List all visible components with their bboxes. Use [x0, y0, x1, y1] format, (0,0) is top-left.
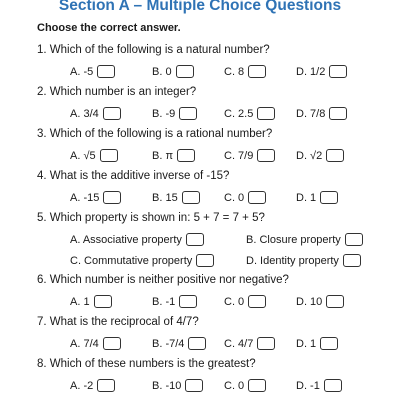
answer-checkbox[interactable]: [324, 379, 342, 392]
answer-checkbox[interactable]: [345, 233, 363, 246]
answer-checkbox[interactable]: [97, 65, 115, 78]
answer-checkbox[interactable]: [177, 149, 195, 162]
answer-checkbox[interactable]: [188, 337, 206, 350]
question-6-option-d: [296, 295, 344, 308]
question-1-option-d: [296, 65, 347, 78]
answer-checkbox[interactable]: [100, 149, 118, 162]
answer-checkbox[interactable]: [257, 149, 275, 162]
option-label: B. -7/4: [152, 337, 185, 350]
option-label: A. 1: [70, 295, 90, 308]
option-label: A. 3/4: [70, 107, 99, 120]
answer-checkbox[interactable]: [94, 295, 112, 308]
option-label: D. √2: [296, 149, 323, 162]
answer-checkbox[interactable]: [97, 379, 115, 392]
question-3-option-d: [296, 149, 344, 162]
question-1-option-b: [152, 65, 194, 78]
option-label: C. 0: [224, 295, 245, 308]
option-label: D. 10: [296, 295, 323, 308]
question-4-option-a: [70, 191, 121, 204]
answer-checkbox[interactable]: [329, 107, 347, 120]
question-7-option-a: [70, 337, 121, 350]
question-4-option-c: [224, 191, 266, 204]
question-7-option-d: [296, 337, 338, 350]
answer-checkbox[interactable]: [326, 295, 344, 308]
option-label: C. 0: [224, 379, 245, 392]
question-5-text: 5. Which property is shown in: 5 + 7 = 7 + 5?: [37, 212, 265, 224]
option-label: B. -10: [152, 379, 182, 392]
answer-checkbox[interactable]: [320, 337, 338, 350]
question-7-text: 7. What is the reciprocal of 4/7?: [37, 316, 199, 328]
question-6-option-b: [152, 295, 197, 308]
option-label: C. 7/9: [224, 149, 254, 162]
question-7-option-b: [152, 337, 206, 350]
option-label: A. -5: [70, 65, 94, 78]
question-3-option-a: [70, 149, 118, 162]
question-3-option-c: [224, 149, 275, 162]
option-label: C. 2.5: [224, 107, 254, 120]
answer-checkbox[interactable]: [257, 337, 275, 350]
answer-checkbox[interactable]: [196, 254, 214, 267]
question-2-option-d: [296, 107, 347, 120]
answer-checkbox[interactable]: [329, 65, 347, 78]
question-1-option-a: [70, 65, 115, 78]
option-label: A. Associative property: [70, 233, 182, 246]
option-label: B. -1: [152, 295, 176, 308]
option-label: D. Identity property: [246, 254, 339, 267]
question-5-option-c: [70, 254, 214, 267]
option-label: B. Closure property: [246, 233, 341, 246]
answer-checkbox[interactable]: [103, 107, 121, 120]
option-label: C. 4/7: [224, 337, 254, 350]
answer-checkbox[interactable]: [248, 379, 266, 392]
question-4-text: 4. What is the additive inverse of -15?: [37, 170, 230, 182]
question-2-option-b: [152, 107, 197, 120]
question-2-text: 2. Which number is an integer?: [37, 86, 197, 98]
option-label: A. √5: [70, 149, 96, 162]
answer-checkbox[interactable]: [320, 191, 338, 204]
answer-checkbox[interactable]: [343, 254, 361, 267]
question-8-text: 8. Which of these numbers is the greatest?: [37, 358, 256, 370]
question-6-text: 6. Which number is neither positive nor negative?: [37, 274, 289, 286]
option-label: A. -2: [70, 379, 94, 392]
option-label: D. 1: [296, 191, 317, 204]
option-label: A. -15: [70, 191, 100, 204]
answer-checkbox[interactable]: [257, 107, 275, 120]
question-8-option-b: [152, 379, 203, 392]
option-label: A. 7/4: [70, 337, 99, 350]
question-2-option-a: [70, 107, 121, 120]
question-2-option-c: [224, 107, 275, 120]
question-8-option-d: [296, 379, 342, 392]
question-3-option-b: [152, 149, 195, 162]
option-label: B. -9: [152, 107, 176, 120]
question-1-option-c: [224, 65, 266, 78]
question-5-option-a: [70, 233, 204, 246]
question-6-option-c: [224, 295, 266, 308]
option-label: C. 8: [224, 65, 245, 78]
answer-checkbox[interactable]: [186, 233, 204, 246]
option-label: C. Commutative property: [70, 254, 193, 267]
answer-checkbox[interactable]: [176, 65, 194, 78]
answer-checkbox[interactable]: [248, 295, 266, 308]
question-4-option-d: [296, 191, 338, 204]
question-3-text: 3. Which of the following is a rational number?: [37, 128, 273, 140]
instructions: Choose the correct answer.: [37, 22, 181, 34]
question-8-option-c: [224, 379, 266, 392]
question-7-option-c: [224, 337, 275, 350]
answer-checkbox[interactable]: [185, 379, 203, 392]
option-label: D. -1: [296, 379, 320, 392]
option-label: C. 0: [224, 191, 245, 204]
option-label: B. 0: [152, 65, 172, 78]
answer-checkbox[interactable]: [248, 65, 266, 78]
answer-checkbox[interactable]: [179, 295, 197, 308]
section-title: Section A – Multiple Choice Questions: [58, 0, 342, 14]
answer-checkbox[interactable]: [179, 107, 197, 120]
question-8-option-a: [70, 379, 115, 392]
question-5-option-b: [246, 233, 363, 246]
option-label: B. 15: [152, 191, 178, 204]
option-label: D. 1/2: [296, 65, 326, 78]
question-5-option-d: [246, 254, 361, 267]
answer-checkbox[interactable]: [326, 149, 344, 162]
option-label: D. 7/8: [296, 107, 326, 120]
answer-checkbox[interactable]: [103, 191, 121, 204]
question-4-option-b: [152, 191, 200, 204]
option-label: B. π: [152, 149, 174, 162]
answer-checkbox[interactable]: [248, 191, 266, 204]
answer-checkbox[interactable]: [103, 337, 121, 350]
question-6-option-a: [70, 295, 112, 308]
answer-checkbox[interactable]: [182, 191, 200, 204]
question-1-text: 1. Which of the following is a natural number?: [37, 44, 270, 56]
option-label: D. 1: [296, 337, 317, 350]
